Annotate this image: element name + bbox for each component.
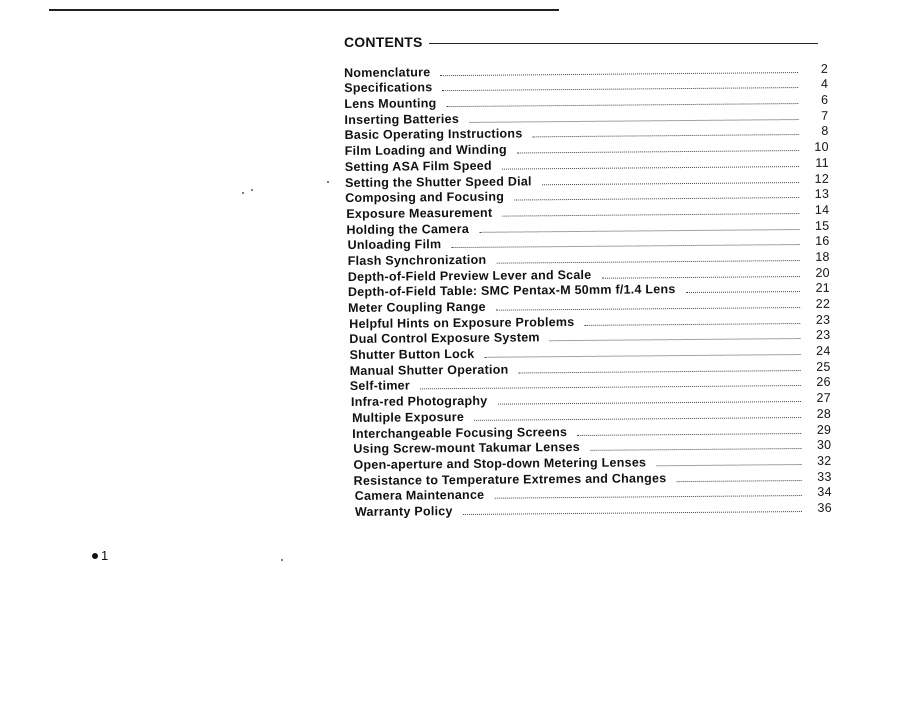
dot-leader <box>686 290 800 293</box>
toc-entry-page: 22 <box>815 296 831 311</box>
dot-leader <box>496 259 799 264</box>
dot-leader <box>484 353 800 358</box>
toc-entry-title: Holding the Camera <box>346 221 470 237</box>
dot-leader <box>502 212 799 217</box>
bullet-icon <box>92 553 98 559</box>
dot-leader <box>502 165 799 170</box>
toc-entry-title: Depth-of-Field Table: SMC Pentax-M 50mm f/1.4 Lens <box>347 282 676 300</box>
dot-leader <box>590 447 801 451</box>
toc-entry-title: Specifications <box>344 80 433 96</box>
page-number-footer <box>92 548 108 563</box>
dot-leader <box>533 133 799 137</box>
toc-entry-title: Manual Shutter Operation <box>349 362 509 378</box>
toc-entry-page: 33 <box>817 469 832 484</box>
toc-entry-page: 27 <box>816 390 831 406</box>
toc-entry-page: 18 <box>815 249 830 264</box>
dot-leader <box>584 322 800 326</box>
toc-entry-page: 10 <box>814 139 829 155</box>
dot-leader <box>497 400 800 405</box>
toc-entry-page: 12 <box>814 171 830 186</box>
dot-leader <box>463 510 802 515</box>
toc-entry-title: Lens Mounting <box>344 96 437 112</box>
toc-entry-title: Nomenclature <box>344 64 431 80</box>
toc-entry-page: 13 <box>814 186 830 202</box>
dot-leader <box>517 149 799 153</box>
toc-entry-title: Using Screw-mount Takumar Lenses <box>353 440 580 457</box>
contents-heading: CONTENTS <box>344 34 423 50</box>
scan-speck <box>281 559 283 561</box>
toc-entry-title: Composing and Focusing <box>345 189 505 206</box>
dot-leader <box>442 86 798 91</box>
toc-entry-page: 26 <box>816 375 831 390</box>
scan-speck <box>251 189 253 191</box>
dot-leader <box>494 494 801 499</box>
page-number: 1 <box>101 548 109 563</box>
dot-leader <box>514 196 799 200</box>
toc-entry-page: 16 <box>815 234 830 249</box>
toc-entry-page: 23 <box>815 312 831 327</box>
dot-leader <box>601 275 799 279</box>
dot-leader <box>469 118 798 123</box>
toc-entry-title: Shutter Button Lock <box>349 346 475 363</box>
toc-entry-page: 23 <box>815 328 831 343</box>
toc-entry-page: 29 <box>816 422 832 437</box>
dot-leader <box>440 71 798 76</box>
contents-heading-row <box>344 34 818 50</box>
scan-speck <box>327 181 329 183</box>
toc-entry-page: 34 <box>817 485 832 500</box>
dot-leader <box>577 432 801 436</box>
toc-entry-title: Interchangeable Focusing Screens <box>352 424 568 441</box>
dot-leader <box>542 181 799 185</box>
toc-entry-title: Flash Synchronization <box>347 252 487 268</box>
dot-leader <box>550 337 801 341</box>
toc-entry-title: Unloading Film <box>347 237 442 253</box>
toc-entry-title: Resistance to Temperature Extremes and Changes <box>353 470 667 488</box>
toc-entry-page: 4 <box>820 77 829 92</box>
toc-entry-title: Dual Control Exposure System <box>349 330 540 347</box>
toc-entry-page: 11 <box>815 155 829 170</box>
dot-leader <box>446 102 798 107</box>
toc-entry-page: 28 <box>816 406 832 421</box>
toc-entry-title: Exposure Measurement <box>346 205 493 221</box>
toc-entry-title: Setting the Shutter Speed Dial <box>344 173 532 190</box>
toc-entry-page: 30 <box>816 437 832 453</box>
toc-entry-title: Open-aperture and Stop-down Metering Lenses <box>353 455 647 472</box>
toc-entry-page: 2 <box>820 61 829 76</box>
scan-speck <box>242 192 244 194</box>
toc-entry-page: 24 <box>816 343 831 358</box>
toc-entry-page: 21 <box>815 281 831 296</box>
table-of-contents <box>344 60 832 519</box>
dot-leader <box>479 228 799 233</box>
dot-leader <box>676 479 801 482</box>
toc-entry-page: 7 <box>821 108 829 123</box>
top-rule <box>49 9 559 11</box>
toc-entry-title: Film Loading and Winding <box>344 142 507 159</box>
toc-entry-page: 25 <box>816 359 831 374</box>
toc-entry-page: 6 <box>821 92 829 107</box>
toc-entry-page: 20 <box>815 265 830 280</box>
toc-entry-title: Self-timer <box>349 378 411 394</box>
toc-entry-page: 15 <box>814 218 830 233</box>
toc-entry-title: Depth-of-Field Preview Lever and Scale <box>347 267 592 284</box>
toc-entry-title: Basic Operating Instructions <box>344 126 523 143</box>
toc-entry-page: 32 <box>817 453 832 468</box>
toc-entry-title: Inserting Batteries <box>344 111 460 127</box>
toc-entry-page: 36 <box>817 500 832 515</box>
dot-leader <box>518 369 800 373</box>
toc-entry-title: Camera Maintenance <box>354 488 485 504</box>
toc-entry-title: Setting ASA Film Speed <box>344 158 492 174</box>
toc-entry-title: Warranty Policy <box>354 504 453 519</box>
dot-leader <box>496 306 800 311</box>
toc-entry-page: 14 <box>814 202 830 217</box>
heading-rule <box>429 43 818 44</box>
dot-leader <box>451 243 799 248</box>
toc-entry-title: Helpful Hints on Exposure Problems <box>349 314 575 331</box>
dot-leader <box>474 416 801 421</box>
toc-entry-title: Multiple Exposure <box>352 409 465 425</box>
toc-entry-title: Meter Coupling Range <box>348 299 486 315</box>
dot-leader <box>656 463 801 466</box>
toc-entry-title: Infra-red Photography <box>350 393 488 410</box>
toc-entry-page: 8 <box>821 124 829 139</box>
